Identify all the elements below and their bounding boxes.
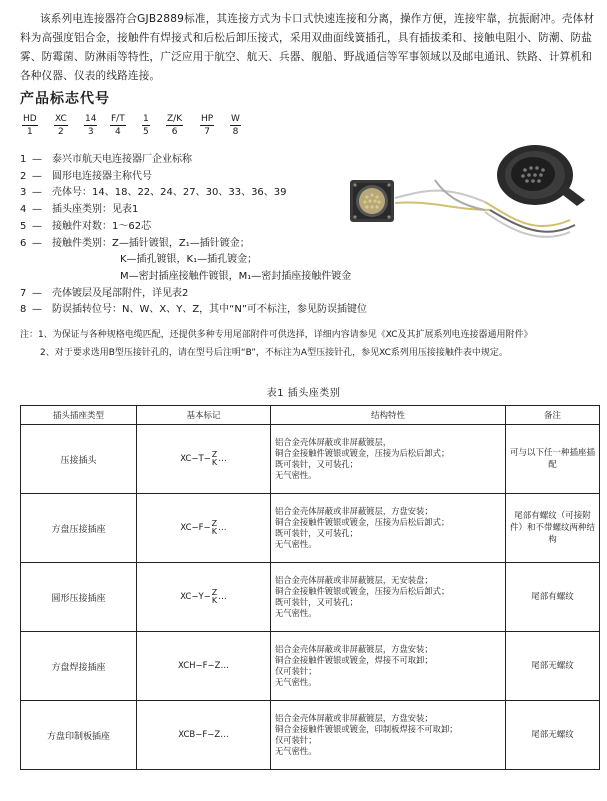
table-title: 表1 插头座类别 [266,388,341,399]
header-mark: 基本标记 [137,406,271,425]
legend-dash: — [32,237,42,249]
feature-line: 铝合金壳体屏蔽或非屏蔽镀层，无安装盘； [275,575,433,585]
legend-number: 8 [20,304,27,316]
feature-line: 铜合金接触件镀银或镀金，压接为后松后卸式； [275,586,450,596]
code-part-number: 2 [58,127,64,137]
legend-number: 5 [20,220,27,232]
feature-line: 铜合金接触件镀银或镀金，压接为后松后卸式； [275,517,450,527]
feature-line: 无气密性。 [275,608,317,618]
legend-text: M—密封插座接触件镀银，M₁—密封插座接触件镀金 [120,270,352,282]
legend-text: K—插孔镀银，K₁—插孔镀金； [120,254,258,266]
feature-line: 铝合金壳体屏蔽或非屏蔽镀层，方盘安装； [275,506,433,516]
legend-item [20,152,367,169]
header-type: 插头插座类型 [21,406,137,425]
cell-features [271,563,506,632]
code-part-code: HD [23,114,37,124]
mark-bottom: K [211,527,217,536]
legend-dash: — [32,220,42,232]
legend-dash: — [32,170,42,182]
table-row [21,632,600,701]
legend-text: 接触件类别：Z—插针镀银，Z₁—插针镀金； [52,237,250,249]
mark-suffix: … [218,592,227,602]
feature-line: 无气密性。 [275,746,317,756]
legend-number: 2 [20,170,27,182]
code-part [54,114,68,137]
intro-paragraph: 该系列电连接器符合GJB2889标准，其连接方式为卡口式快速连接和分离，操作方便，连接牢靠，抗振耐冲。壳体材料为高强度铝合金，接触件有焊接式和后松后卸压接式，采用双曲面线簧插孔，具有插拔柔和、接触电阻小、防潮、防盐雾、防霉菌、防淋雨等特性，广泛应用于航空、航天、兵器、舰船、野战通信等军事领域以及邮电通讯、铁路、计算机和各种仪器、仪表的线路连接。 [20,13,595,82]
feature-line: 铜合金接触件镀银或镀金，焊接不可取卸； [275,655,433,665]
legend-item [20,169,367,186]
code-part-number: 7 [204,127,210,137]
code-part-number: 5 [143,127,149,137]
code-part [230,114,241,137]
code-part-code: 14 [85,114,97,124]
cell-remark: 尾部有螺纹（可接附件）和不带螺纹两种结构 [506,494,600,563]
mark-prefix: XC−Y− [180,592,211,602]
mark-bottom: K [211,458,218,467]
cell-remark: 尾部无螺纹 [506,701,600,770]
legend-dash: — [32,187,42,199]
mark-prefix: XCB−F−Z… [178,730,229,740]
legend-dash: — [32,154,42,165]
mark-suffix: … [218,523,227,533]
feature-line: 铜合金接触件镀银或镀金，印制板焊接不可取卸； [275,724,458,734]
feature-line: 铝合金壳体屏蔽或非屏蔽镀层，方盘安装； [275,644,433,654]
legend-item [20,269,367,286]
legend-item [20,236,367,253]
legend-item [20,252,367,269]
note-1: 注：1、为保证与各种规格电缆匹配，还提供多种专用尾部附件可供选择，详细内容请参见《XC及其扩展系列电连接器通用附件》 [20,330,533,340]
table-row [21,701,600,770]
legend-text: 壳体镀层及尾部附件，详见表2 [52,287,189,299]
cell-mark [137,494,271,563]
cell-mark [137,425,271,494]
code-part [22,114,38,137]
table-header-row [21,406,600,425]
mark-prefix: XC−T− [180,454,211,464]
table-row [21,425,600,494]
cell-remark: 可与以下任一种插座插配 [506,425,600,494]
code-part [166,114,183,137]
cell-mark [137,563,271,632]
legend-dash: — [32,204,42,216]
connector-type-table [20,405,600,770]
mark-prefix: XCH−F−Z… [178,661,229,671]
legend-text: 防误插转位号：N、W、X、Y、Z，其中“N”可不标注，参见防误插键位 [52,304,368,316]
feature-line: 既可装针，又可装孔； [275,459,358,469]
mark-prefix: XC−F− [180,523,211,533]
feature-line: 铝合金壳体屏蔽或非屏蔽镀层， [275,437,392,447]
legend-item [20,185,367,202]
legend-number: 7 [20,287,27,299]
square-flange-connector [350,180,394,222]
mark-top: Z [211,588,218,597]
table-row [21,563,600,632]
cell-type: 压接插头 [21,425,137,494]
code-part-number: 4 [114,127,121,137]
legend-text: 壳体号：14、18、22、24、27、30、33、36、39 [52,187,287,199]
cell-mark [137,632,271,701]
code-part-code: XC [55,114,67,124]
code-part-code: 1 [143,114,149,124]
legend-number: 1 [20,154,27,165]
legend-item [20,302,367,319]
feature-line: 无气密性。 [275,539,317,549]
header-remark: 备注 [506,406,600,425]
notes [20,326,533,362]
cell-features [271,701,506,770]
code-part-code: F/T [111,114,125,124]
cell-features [271,425,506,494]
connector-photo [345,140,605,255]
code-legend [20,152,367,319]
feature-line: 既可装针，又可装孔； [275,597,358,607]
code-part [84,114,97,137]
code-part-number: 1 [26,127,33,137]
table-row [21,494,600,563]
mark-top: Z [211,519,218,528]
feature-line: 既可装针，又可装孔； [275,528,358,538]
header-features: 结构特性 [271,406,506,425]
section-title: 产品标志代号 [20,91,110,107]
code-part [110,114,126,137]
legend-text: 圆形电连接器主称代号 [52,170,152,182]
mark-suffix: … [218,454,227,464]
code-part-number: 3 [87,127,94,137]
cell-features [271,494,506,563]
legend-text: 接触件对数：1～62芯 [52,220,152,232]
legend-item [20,286,367,303]
code-part-code: Z/K [167,114,183,124]
cell-mark [137,701,271,770]
legend-number: 4 [20,204,27,216]
code-part-code: W [231,114,240,124]
legend-item [20,219,367,236]
cell-features [271,632,506,701]
code-part-number: 8 [232,127,239,137]
feature-line: 铝合金壳体屏蔽或非屏蔽镀层，方盘安装； [275,713,433,723]
feature-line: 仅可装针； [275,735,317,745]
feature-line: 无气密性。 [275,677,317,687]
legend-text: 插头座类别：见表1 [52,204,139,216]
feature-line: 仅可装针； [275,666,317,676]
cell-type: 圆形压接插座 [21,563,137,632]
legend-dash: — [32,304,42,316]
feature-line: 铜合金接触件镀银或镀金，压接为后松后卸式； [275,448,450,458]
code-part [200,114,214,137]
note-2: 2、对于要求选用B型压接针孔的，请在型号后注明“B”，不标注为A型压接针孔，参见XC系列用压接接触件表中规定。 [40,348,508,358]
mark-bottom: K [211,596,218,605]
cell-type: 方盘印制板插座 [21,701,137,770]
legend-dash: — [32,287,42,299]
cell-type: 方盘焊接插座 [21,632,137,701]
mark-top: Z [211,450,218,459]
code-part [142,114,150,137]
legend-number: 6 [20,237,27,249]
round-plug-connector [497,145,585,206]
cell-remark: 尾部有螺纹 [506,563,600,632]
legend-text: 泰兴市航天电连接器厂企业标称 [52,154,192,165]
feature-line: 无气密性。 [275,470,317,480]
cell-remark: 尾部无螺纹 [506,632,600,701]
cell-type: 方盘压接插座 [21,494,137,563]
legend-number: 3 [20,187,27,199]
code-part-number: 6 [171,127,178,137]
code-part-code: HP [201,114,214,124]
legend-item [20,202,367,219]
